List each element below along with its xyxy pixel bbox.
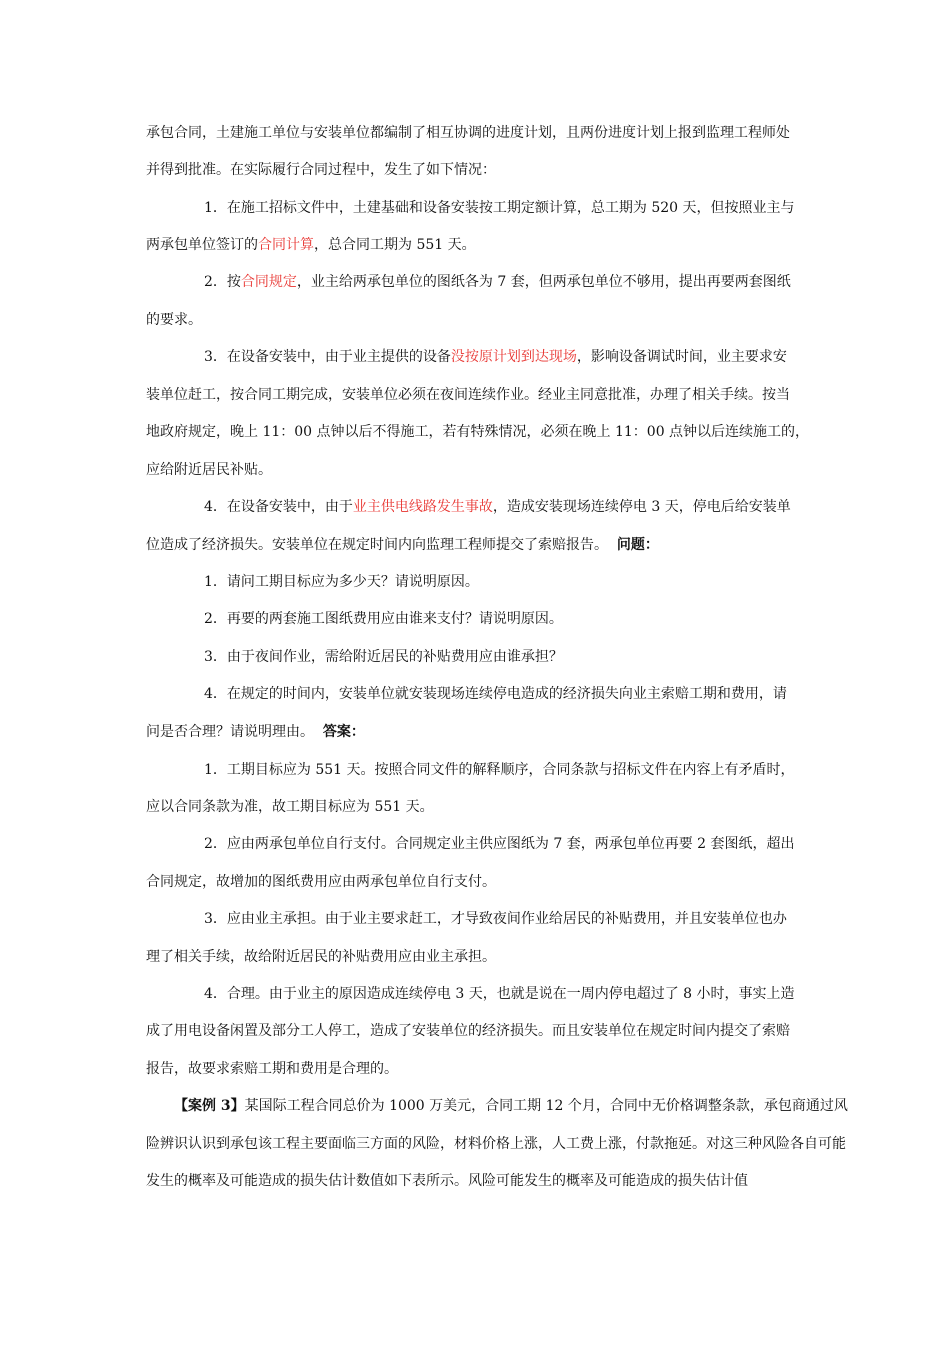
- question-4: [146, 722, 365, 742]
- answers-heading: 答案：: [322, 724, 365, 740]
- answer-4: 报告，故要求索赔工期和费用是合理的。: [146, 1061, 398, 1077]
- item-3-line: 装单位赶工，按合同工期完成，安装单位必须在夜间连续作业。经业主同意批准，办理了相关手续。按当: [146, 387, 790, 403]
- case-3-line: 发生的概率及可能造成的损失估计数值如下表所示。风险可能发生的概率及可能造成的损失估计值: [146, 1173, 748, 1189]
- text-run: 问是否合理？请说明理由。: [146, 724, 314, 740]
- item-1-line: [146, 235, 476, 255]
- highlighted-text: 没按原计划到达现场: [450, 349, 577, 365]
- answer-3: 理了相关手续，故给附近居民的补贴费用应由业主承担。: [146, 949, 496, 965]
- item-2-line: [204, 272, 791, 292]
- answer-4: 4．合理。由于业主的原因造成连续停电 3 天，也就是说在一周内停电超过了 8 小时，事实上造: [204, 986, 795, 1002]
- paragraph-line: 并得到批准。在实际履行合同过程中，发生了如下情况：: [146, 162, 496, 178]
- question-1: 1．请问工期目标应为多少天？请说明原因。: [204, 574, 479, 590]
- case-3-line: [174, 1096, 848, 1116]
- text-run: 3．在设备安装中，由于业主提供的设备: [204, 349, 451, 365]
- item-3-line: 应给附近居民补贴。: [146, 462, 272, 478]
- answer-1: 应以合同条款为准，故工期目标应为 551 天。: [146, 799, 434, 815]
- paragraph-line: 承包合同，土建施工单位与安装单位都编制了相互协调的进度计划，且两份进度计划上报到监理工程师处: [146, 125, 790, 141]
- question-2: 2．再要的两套施工图纸费用应由谁来支付？请说明原因。: [204, 611, 563, 627]
- text-run: 位造成了经济损失。安装单位在规定时间内向监理工程师提交了索赔报告。: [146, 537, 608, 553]
- text-run: ，业主给两承包单位的图纸各为 7 套，但两承包单位不够用，提出再要两套图纸: [296, 274, 791, 290]
- item-4-line: [204, 497, 791, 517]
- item-3-line: 地政府规定，晚上 11：00 点钟以后不得施工，若有特殊情况，必须在晚上 11：00 点钟以后连续施工的，: [146, 424, 810, 440]
- item-3-line: [204, 347, 787, 367]
- item-2-line: 的要求。: [146, 312, 202, 328]
- item-1-line: 1．在施工招标文件中，土建基础和设备安装按工期定额计算，总工期为 520 天，但按照业主与: [204, 200, 795, 216]
- answer-3: 3．应由业主承担。由于业主要求赶工，才导致夜间作业给居民的补贴费用，并且安装单位也办: [204, 911, 787, 927]
- highlighted-text: 合同规定: [240, 274, 297, 290]
- question-3: 3．由于夜间作业，需给附近居民的补贴费用应由谁承担？: [204, 649, 563, 665]
- highlighted-text: 合同计算: [258, 237, 314, 253]
- answer-2: 2．应由两承包单位自行支付。合同规定业主供应图纸为 7 套，两承包单位再要 2 套图纸，超出: [204, 836, 795, 852]
- question-4: 4．在规定的时间内，安装单位就安装现场连续停电造成的经济损失向业主索赔工期和费用，请: [204, 686, 787, 702]
- text-run: 两承包单位签订的: [146, 237, 258, 253]
- item-4-line: [146, 535, 659, 555]
- answer-1: 1．工期目标应为 551 天。按照合同文件的解释顺序，合同条款与招标文件在内容上有矛盾时，: [204, 762, 795, 778]
- case-3-line: 险辨识认识到承包该工程主要面临三方面的风险，材料价格上涨，人工费上涨，付款拖延。对这三种风险各自可能: [146, 1136, 846, 1152]
- text-run: ，影响设备调试时间，业主要求安: [576, 349, 787, 365]
- text-run: ，总合同工期为 551 天。: [314, 237, 476, 253]
- answer-2: 合同规定，故增加的图纸费用应由两承包单位自行支付。: [146, 874, 496, 890]
- text-run: 某国际工程合同总价为 1000 万美元，合同工期 12 个月，合同中无价格调整条款，承包商通过风: [244, 1098, 848, 1114]
- highlighted-text: 业主供电线路发生事故: [352, 499, 493, 515]
- text-run: 2．按: [204, 274, 241, 290]
- text-run: 4．在设备安装中，由于: [204, 499, 353, 515]
- text-run: ，造成安装现场连续停电 3 天，停电后给安装单: [492, 499, 791, 515]
- questions-heading: 问题：: [616, 537, 659, 553]
- case-3-heading: 【案例 3】: [174, 1098, 245, 1114]
- answer-4: 成了用电设备闲置及部分工人停工，造成了安装单位的经济损失。而且安装单位在规定时间内提交了索赔: [146, 1023, 790, 1039]
